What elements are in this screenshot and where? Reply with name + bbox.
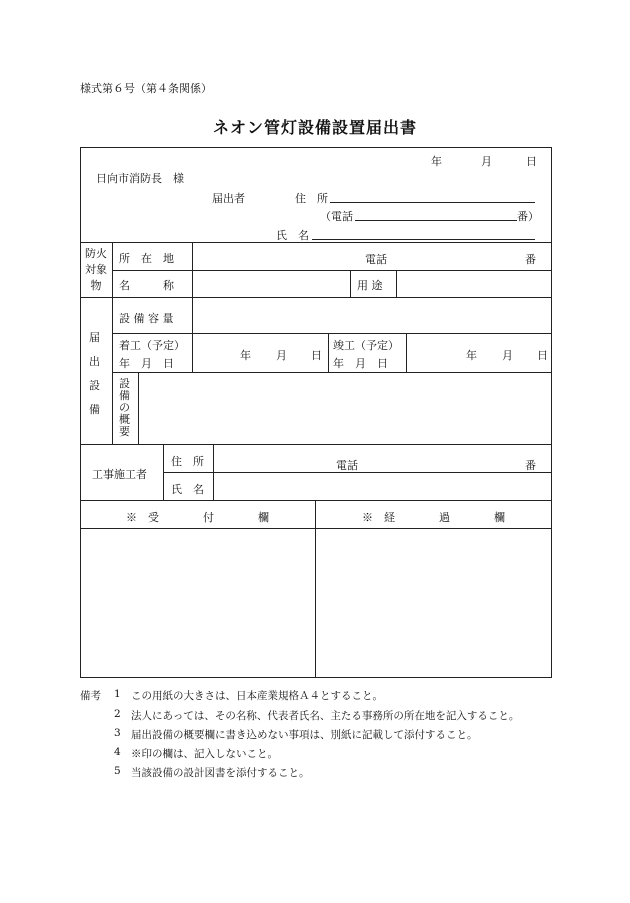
contractor-phone-label: 電話 (336, 459, 358, 472)
finish-date-sub: 年 月 日 (333, 357, 388, 370)
applicant-name-line[interactable] (312, 239, 535, 240)
date-year-label: 年 (431, 155, 442, 168)
capacity-label: 設 備 容 量 (119, 312, 174, 325)
finish-label: 竣工（予定） (333, 339, 399, 352)
start-date-sub: 年 月 日 (119, 357, 174, 370)
note-text: 法人にあっては、その名称、代表者氏名、主たる事務所の所在地を記入すること。 (131, 710, 520, 722)
date-day-label: 日 (526, 155, 537, 168)
location-label: 所 在 地 (119, 252, 174, 265)
fire-target-phone-label: 電話 (365, 253, 387, 266)
notes-title: 備考 (80, 690, 101, 702)
progress-column-header: ※ 経 過 欄 (362, 511, 505, 524)
applicant-name-label: 氏 名 (276, 229, 309, 242)
applicant-address-line[interactable] (330, 202, 535, 203)
finish-month-label: 月 (502, 349, 513, 362)
start-month-label: 月 (276, 349, 287, 362)
finish-day-label: 日 (537, 349, 548, 362)
page-title: ネオン管灯設備設置届出書 (212, 118, 417, 137)
form-reference: 様式第６号（第４条関係） (80, 82, 212, 95)
date-month-label: 月 (481, 155, 492, 168)
note-text: ※印の欄は、記入しないこと。 (131, 748, 278, 760)
note-number: 5 (114, 765, 121, 777)
fire-target-side-label: 防火対象物 (85, 247, 107, 292)
applicant-phone-open: （電話 (320, 210, 353, 223)
start-year-label: 年 (240, 349, 251, 362)
fire-target-ban-label: 番 (525, 253, 536, 266)
filer-label: 届出者 (212, 192, 245, 205)
start-label: 着工（予定） (119, 339, 185, 352)
note-text: 当該設備の設計図書を添付すること。 (131, 767, 310, 779)
contractor-name-label: 氏 名 (171, 483, 204, 496)
addressee: 日向市消防長 様 (96, 172, 184, 185)
reception-column-header: ※ 受 付 欄 (126, 511, 269, 524)
contractor-address-label: 住 所 (171, 455, 204, 468)
overview-label: 設備の概要 (119, 377, 130, 438)
note-number: 1 (114, 688, 121, 700)
contractor-label: 工事施工者 (92, 468, 147, 481)
use-label: 用 途 (357, 279, 383, 292)
applicant-phone-close: 番） (517, 210, 539, 223)
finish-year-label: 年 (466, 349, 477, 362)
applicant-address-label: 住 所 (295, 192, 328, 205)
start-day-label: 日 (311, 349, 322, 362)
note-number: 3 (114, 727, 121, 739)
note-number: 4 (114, 746, 121, 758)
name-label: 名 称 (119, 279, 174, 292)
note-text: 届出設備の概要欄に書き込めない事項は、別紙に記載して添付すること。 (131, 729, 478, 741)
contractor-ban-label: 番 (525, 459, 536, 472)
note-number: 2 (114, 708, 121, 720)
equipment-side-label: 届出設備 (89, 331, 100, 416)
note-text: この用紙の大きさは、日本産業規格Ａ４とすること。 (131, 690, 383, 702)
applicant-phone-line[interactable] (355, 220, 517, 221)
